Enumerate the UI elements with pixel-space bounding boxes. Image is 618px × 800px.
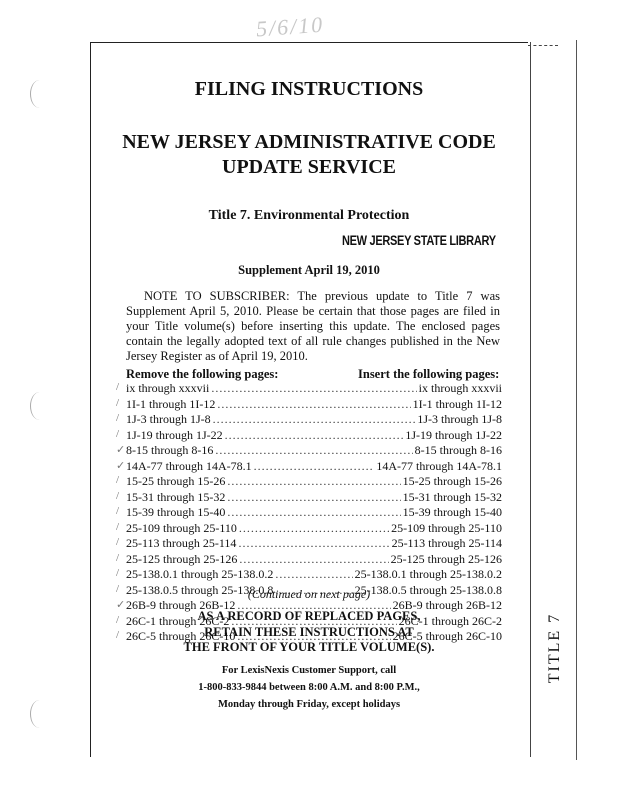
record-line-3: THE FRONT OF YOUR TITLE VOLUME(S). [183,640,435,654]
table-row: / ix through xxxvii ..... ix through xxxvii [126,381,502,397]
insert-cell: 15-31 through 15-32 [402,489,502,504]
record-instructions [0,609,618,656]
table-row: / 25-138.0.5 through 25-138.0.8 ..... 25-138.0.5 through 25-138.0.8 [126,583,502,599]
handwritten-note: 5/6/10 [255,11,325,42]
remove-cell: 26C-5 through 26C-10 [126,629,236,643]
title-section-heading: Title 7. Environmental Protection [208,208,410,223]
page-title: FILING INSTRUCTIONS [194,78,424,100]
insert-cell: 8-15 through 8-16 [414,443,502,457]
table-row: ✓ 8-15 through 8-16 ..... 8-15 through 8-16 [126,443,502,459]
support-line-1: For LexisNexis Customer Support, call [221,665,397,676]
page-subtitle [0,130,618,180]
continued-note: (Continued on next page) [247,587,371,601]
insert-cell: 26B-9 through 26B-12 [392,598,502,612]
punch-hole-mark [30,392,49,420]
title-tab [540,608,570,688]
insert-cell: 25-125 through 25-126 [390,551,502,566]
table-row: / 25-125 through 25-126 ..... 25-125 through 25-126 [126,552,502,568]
pages-table [116,381,502,645]
subscriber-note [126,289,500,364]
table-row: / 1J-19 through 1J-22 ..... 1J-19 through 1J-22 [126,428,502,444]
table-row: / 1I-1 through 1I-12 ..... 1I-1 through 1I-12 [126,397,502,413]
remove-cell: 15-31 through 15-32 [126,489,226,504]
remove-cell: 25-109 through 25-110 [126,520,237,535]
insert-cell: 25-138.0.5 through 25-138.0.8 [354,582,502,597]
insert-cell: 25-113 through 25-114 [391,536,502,550]
remove-cell: 25-113 through 25-114 [126,536,237,550]
insert-cell: 15-39 through 15-40 [402,505,502,519]
insert-cell: 25-138.0.1 through 25-138.0.2 [354,567,502,581]
table-row: / 26C-1 through 26C-2 ..... 26C-1 through 26C-2 [126,614,502,630]
remove-pages-header: Remove the following pages: [126,367,279,381]
remove-cell: 15-25 through 15-26 [126,474,226,488]
insert-cell: 26C-5 through 26C-10 [392,629,502,643]
remove-cell: 25-138.0.1 through 25-138.0.2 [126,567,274,581]
insert-pages-header: Insert the following pages: [358,367,500,381]
insert-cell: 15-25 through 15-26 [402,474,502,488]
insert-cell: 14A-77 through 14A-78.1 [376,458,502,473]
table-row: / 1J-3 through 1J-8 ..... 1J-3 through 1J-8 [126,412,502,428]
insert-cell: 1J-19 through 1J-22 [405,427,502,442]
table-row: / 15-31 through 15-32 ..... 15-31 through 15-32 [126,490,502,506]
record-line-1: AS A RECORD OF REPLACED PAGES, [197,609,421,623]
insert-cell: ix through xxxvii [418,381,502,395]
supplement-date: Supplement April 19, 2010 [238,263,380,277]
remove-cell: ix through xxxvii [126,381,210,395]
library-stamp: NEW JERSEY STATE LIBRARY [342,233,496,249]
table-row: / 15-25 through 15-26 ..... 15-25 through 15-26 [126,474,502,490]
table-row: / 25-138.0.1 through 25-138.0.2 ..... 25-138.0.1 through 25-138.0.2 [126,567,502,583]
insert-cell: 26C-1 through 26C-2 [398,613,502,628]
remove-cell: 1I-1 through 1I-12 [126,396,216,411]
remove-cell: 14A-77 through 14A-78.1 [126,458,252,473]
remove-cell: 8-15 through 8-16 [126,443,214,457]
insert-cell: 25-109 through 25-110 [391,520,502,535]
page-border-top-dashed [528,45,558,46]
remove-cell: 1J-3 through 1J-8 [126,412,211,426]
remove-cell: 25-125 through 25-126 [126,551,238,566]
table-row: / 25-113 through 25-114 ..... 25-113 through 25-114 [126,536,502,552]
page-border-top [90,42,528,43]
subscriber-note-text: NOTE TO SUBSCRIBER: The previous update to Title 7 was Supplement April 5, 2010. Please be certain that those pages are filed in your Title volume(s) before inserting this update. The enclosed pages contain the legally adopted text of all rule changes published in the New Jersey Register as of April 19, 2010. [126,289,500,363]
record-line-2: RETAIN THESE INSTRUCTIONS AT [204,624,414,639]
remove-cell: 26B-9 through 26B-12 [126,598,236,612]
support-line-2: 1-800-833-9844 between 8:00 A.M. and 8:00 P.M., [198,682,420,693]
table-row: ✓ 14A-77 through 14A-78.1 ..... 14A-77 through 14A-78.1 [126,459,502,475]
support-line-3: Monday through Friday, except holidays [217,699,401,710]
remove-cell: 25-138.0.5 through 25-138.0.8 [126,582,274,597]
customer-support [0,662,618,713]
table-row: / 25-109 through 25-110 ..... 25-109 through 25-110 [126,521,502,537]
table-row: / 15-39 through 15-40 ..... 15-39 through 15-40 [126,505,502,521]
remove-cell: 1J-19 through 1J-22 [126,427,223,442]
title-tab-label: TITLE 7 [546,612,563,684]
remove-cell: 15-39 through 15-40 [126,505,226,519]
remove-cell: 26C-1 through 26C-2 [126,613,230,628]
insert-cell: 1J-3 through 1J-8 [417,412,502,426]
subtitle-line-2: UPDATE SERVICE [222,156,396,178]
subtitle-line-1: NEW JERSEY ADMINISTRATIVE CODE [122,131,496,153]
table-row: / 26C-5 through 26C-10 ..... 26C-5 through 26C-10 [126,629,502,645]
insert-cell: 1I-1 through 1I-12 [412,396,502,411]
table-row: ✓ 26B-9 through 26B-12 ..... 26B-9 through 26B-12 [126,598,502,614]
